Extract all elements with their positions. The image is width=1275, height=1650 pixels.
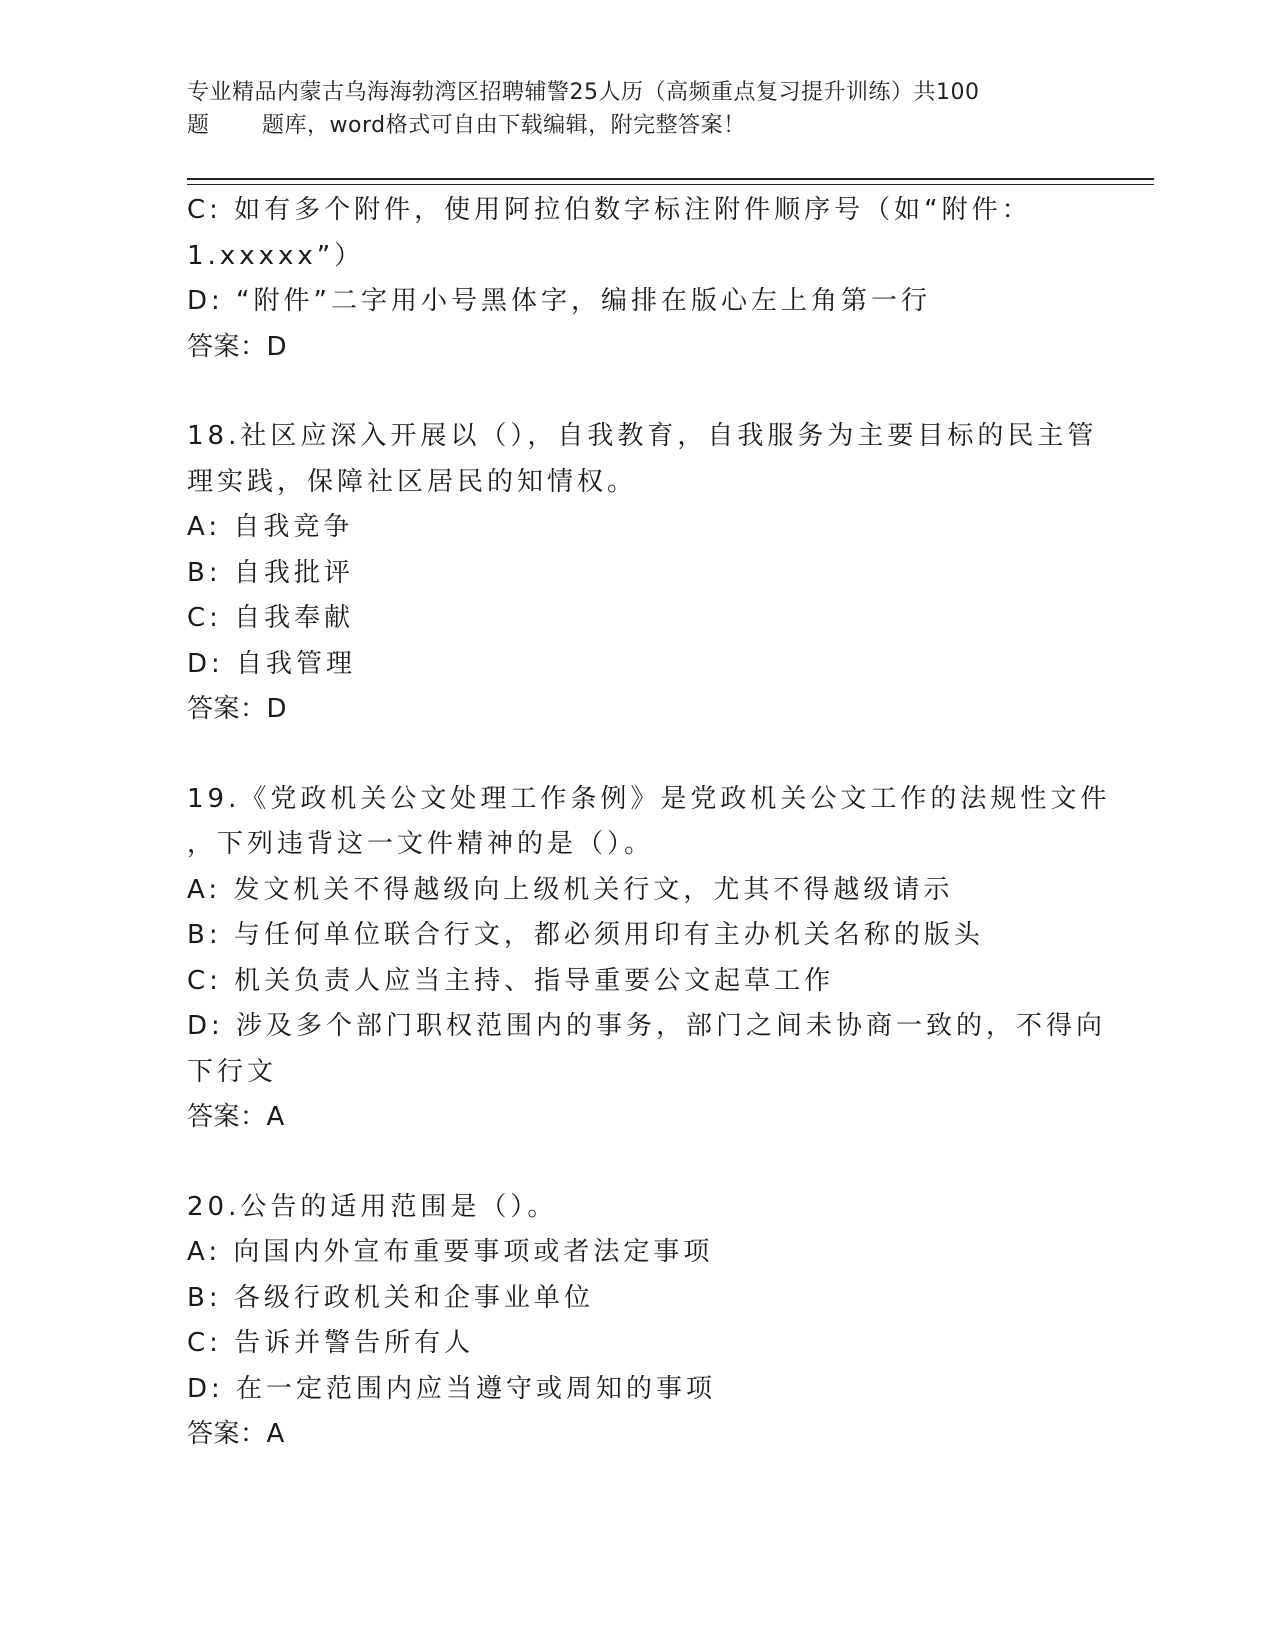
header-title-line2-left: 题 xyxy=(187,113,210,138)
header-title-line2-right: 题库，word格式可自由下载编辑，附完整答案！ xyxy=(262,113,746,138)
spacer xyxy=(187,1141,1067,1185)
option-d-line2: 下行文 xyxy=(187,1056,278,1087)
option-d: D: “附件”二字用小号黑体字，编排在版心左上角第一行 xyxy=(187,286,931,316)
option-c: C: 告诉并警告所有人 xyxy=(187,1328,475,1358)
spacer xyxy=(187,733,1067,777)
option-a: A: 自我竞争 xyxy=(187,512,354,542)
option-b: B: 与任何单位联合行文，都必须用印有主办机关名称的版头 xyxy=(187,920,984,950)
option-a: A: 发文机关不得越级向上级机关行文，尤其不得越级请示 xyxy=(187,874,954,905)
question-18 xyxy=(187,414,1098,733)
question-19 xyxy=(187,777,1111,1141)
option-a: A: 向国内外宣布重要事项或者法定事项 xyxy=(187,1237,714,1267)
spacer xyxy=(187,370,1067,414)
question-stem-line2: 理实践，保障社区居民的知情权。 xyxy=(187,466,638,497)
question-content xyxy=(187,188,1111,1458)
header-title-line2 xyxy=(187,109,1087,142)
option-b: B: 自我批评 xyxy=(187,557,354,588)
answer: 答案：D xyxy=(187,694,288,724)
option-c: C: 机关负责人应当主持、指导重要公文起草工作 xyxy=(187,965,835,996)
header-title-line1: 专业精品内蒙古乌海海勃湾区招聘辅警25人历（高频重点复习提升训练）共100 xyxy=(187,80,980,105)
option-d: D: 在一定范围内应当遵守或周知的事项 xyxy=(187,1373,717,1404)
question-stem-line1: 18.社区应深入开展以（），自我教育，自我服务为主要目标的民主管 xyxy=(187,421,1098,451)
header-divider-thin xyxy=(187,184,1154,185)
answer: 答案：D xyxy=(187,331,288,362)
answer: 答案：A xyxy=(187,1102,285,1132)
question-20 xyxy=(187,1185,1067,1458)
question-stem: 20.公告的适用范围是（）。 xyxy=(187,1191,558,1222)
option-c: C: 自我奉献 xyxy=(187,603,355,633)
header-divider-thick xyxy=(187,178,1154,180)
question-17-tail xyxy=(187,188,1067,370)
option-d: D: 自我管理 xyxy=(187,648,357,679)
question-stem-line1: 19.《党政机关公文处理工作条例》是党政机关公文工作的法规性文件 xyxy=(187,783,1111,814)
answer: 答案：A xyxy=(187,1419,285,1449)
page-header xyxy=(187,76,1087,142)
option-c-line2: 1.xxxxx”） xyxy=(187,240,365,271)
question-stem-line2: ，下列违背这一文件精神的是（）。 xyxy=(187,829,655,859)
option-c-line1: C: 如有多个附件，使用阿拉伯数字标注附件顺序号（如“附件： xyxy=(187,195,1032,225)
option-d-line1: D: 涉及多个部门职权范围内的事务，部门之间未协商一致的，不得向 xyxy=(187,1011,1107,1041)
option-b: B: 各级行政机关和企事业单位 xyxy=(187,1282,594,1313)
